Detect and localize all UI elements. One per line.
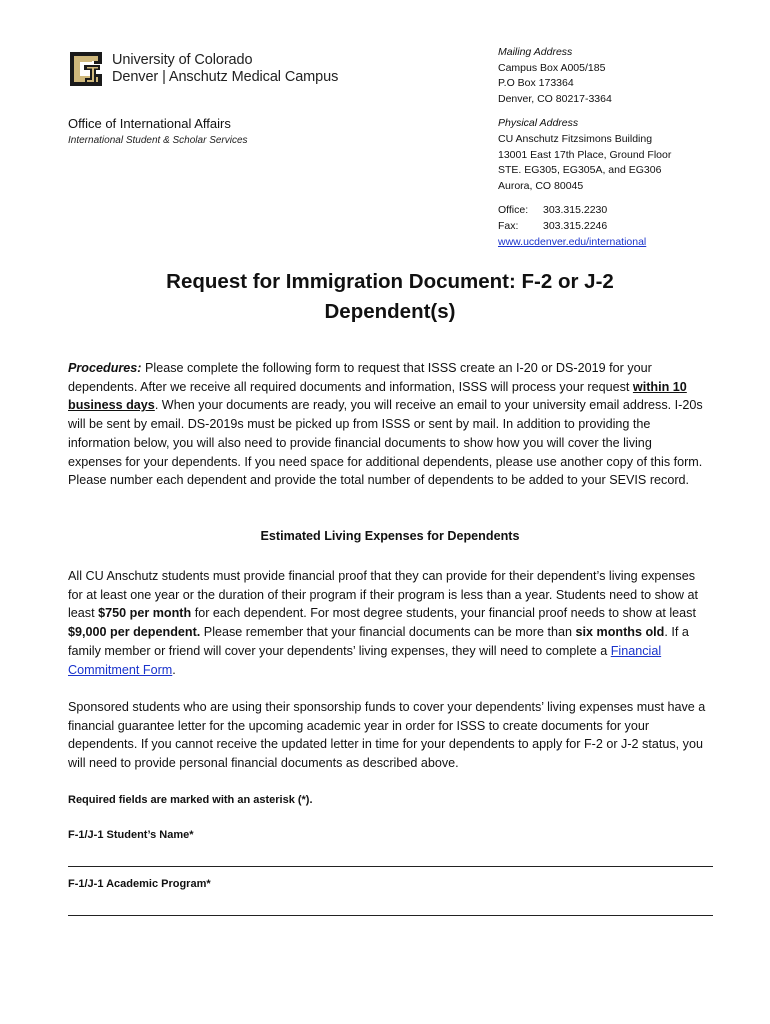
financial-commitment-form-link[interactable]: Financial Commitment Form [68, 643, 662, 677]
university-name [112, 52, 338, 86]
procedures-label: Procedures: [68, 361, 142, 375]
fax-key: Fax: [498, 219, 519, 232]
procedures-paragraph [68, 359, 708, 490]
page-title-line-2: Dependent(s) [324, 300, 456, 323]
expenses-text: Please remember that your financial documents can be more than [200, 625, 576, 640]
mailing-address-label: Mailing Address [498, 46, 573, 58]
procedures-text: . When your documents are ready, you will receive an email to your university email address. I-20s will be sent by email. DS-2019s must be picked up from ISSS or sent by mail. In addition to providing the information below, you will also need to provide financial documents to show how you will cover the living expenses for your dependents. If you need space for additional dependents, please use another copy of this form. Please number each dependent and provide the total number of dependents to be added to your SEVIS record. [68, 398, 703, 488]
office-title: Office of International Affairs [68, 116, 231, 131]
page-title [100, 267, 680, 327]
office-phone: 303.315.2230 [543, 204, 608, 217]
per-dependent-amount: $9,000 per dependent. [68, 625, 201, 640]
page-title-line-1: Request for Immigration Document: F-2 or J-2 [166, 270, 614, 293]
student-name-label: F-1/J-1 Student’s Name* [68, 829, 194, 841]
expenses-paragraph [68, 567, 708, 679]
sponsored-paragraph: Sponsored students who are using their sponsorship funds to cover your dependents’ living expenses must have a financial guarantee letter for the upcoming academic year in order for ISSS to create documents for your dependents. If you cannot receive the updated letter in time for your dependents to apply for F-2 or J-2 status, you will need to provide personal financial documents as described above. [68, 700, 706, 771]
expenses-text: . If a family member or friend will cover your dependents’ living expenses, they will need to complete a [68, 625, 689, 658]
required-fields-note: Required fields are marked with an asterisk (*). [68, 794, 313, 806]
physical-address-line: STE. EG305, EG305A, and EG306 [498, 164, 662, 177]
academic-program-label: F-1/J-1 Academic Program* [68, 878, 211, 890]
mailing-address-line: Denver, CO 80217-3364 [498, 92, 612, 105]
procedures-text: Please complete the following form to request that ISSS create an I-20 or DS-2019 for your dependents. After we receive all required documents and information, ISSS will process your request [68, 361, 652, 394]
expenses-heading: Estimated Living Expenses for Dependents [260, 529, 520, 543]
physical-address-line: Aurora, CO 80045 [498, 179, 584, 192]
cu-logo-icon [66, 48, 106, 90]
processing-time: within 10 business days [68, 379, 687, 413]
fax-number: 303.315.2246 [543, 219, 608, 232]
physical-address-line: 13001 East 17th Place, Ground Floor [498, 148, 672, 161]
university-line-1: University of Colorado [112, 52, 253, 68]
university-logo [66, 46, 366, 94]
document-age-limit: six months old [575, 625, 665, 640]
physical-address-line: CU Anschutz Fitzsimons Building [498, 132, 653, 145]
expenses-text: . [172, 662, 176, 677]
mailing-address-line: Campus Box A005/185 [498, 61, 606, 74]
website-link[interactable]: www.ucdenver.edu/international [498, 235, 647, 248]
mailing-address-line: P.O Box 173364 [498, 77, 574, 90]
office-block [68, 116, 248, 146]
expenses-text: for each dependent. For most degree students, your financial proof needs to show at least [191, 606, 696, 621]
physical-address-label: Physical Address [498, 117, 579, 130]
address-block [498, 45, 671, 250]
office-phone-row [498, 203, 671, 219]
academic-program-field[interactable] [68, 915, 713, 916]
university-line-2: Denver | Anschutz Medical Campus [112, 69, 339, 85]
student-name-field[interactable] [68, 866, 713, 867]
office-subtitle: International Student & Scholar Services [68, 135, 248, 146]
office-phone-key: Office: [498, 204, 529, 217]
expenses-text: All CU Anschutz students must provide financial proof that they can provide for their dependent’s living expenses for at least one year or the duration of their program if their program is less than a year. Students need to show at least [68, 569, 699, 621]
monthly-amount: $750 per month [98, 606, 192, 621]
fax-row [498, 219, 671, 235]
